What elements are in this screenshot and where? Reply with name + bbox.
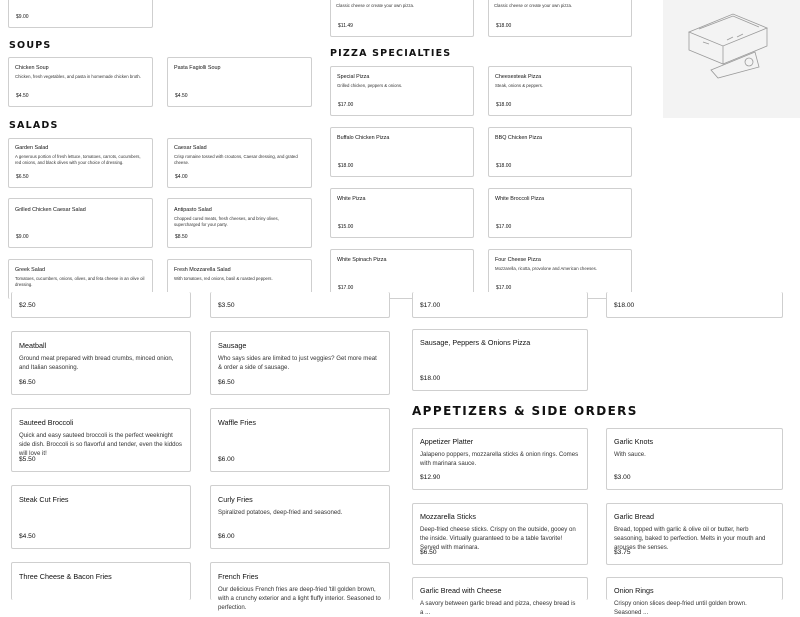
menu-item-buffalo-chicken-pizza[interactable]	[330, 127, 474, 177]
menu-item-pasta-fagiolli-soup[interactable]	[167, 57, 312, 107]
menu-item-grilled-chicken-caesar-salad[interactable]	[8, 198, 153, 248]
menu-item-garlic-bread-with-cheese[interactable]	[412, 577, 588, 616]
item-name: Garden Salad	[15, 145, 49, 151]
item-description: Steak, onions & peppers.	[495, 83, 544, 88]
top-pizza-card-b[interactable]	[488, 0, 632, 37]
item-price: $18.00	[338, 163, 354, 169]
side-illustration-panel	[663, 0, 800, 118]
partial-card-lower-2[interactable]	[210, 292, 390, 318]
menu-item-garden-salad[interactable]	[8, 138, 153, 188]
item-description: A generous portion of fresh lettuce, tomatoes, carrots, cucumbers, red onions, and black olives with your choice of dressing.	[15, 154, 141, 165]
item-name: Grilled Chicken Caesar Salad	[15, 207, 86, 213]
item-price: $15.00	[338, 224, 354, 230]
item-name: French Fries	[218, 572, 259, 581]
item-price: $18.00	[614, 302, 635, 309]
item-name: Caesar Salad	[174, 145, 207, 151]
menu-item-mozzarella-sticks[interactable]	[412, 503, 588, 565]
item-price: $6.50	[19, 379, 36, 386]
item-description: Grilled chicken, peppers & onions.	[337, 83, 403, 88]
item-description: Deep-fried cheese sticks. Crispy on the outside, gooey on the inside. Virtually guaranteed to be a table favorite! Served with marinara.	[420, 526, 576, 551]
partial-card-lower-4[interactable]	[606, 292, 783, 318]
top-partial-card[interactable]	[8, 0, 153, 28]
item-description: Jalapeno poppers, mozzarella sticks & onion rings. Comes with marinara sauce.	[420, 451, 579, 467]
item-description: Crispy onion slices deep-fried until golden brown. Seasoned ...	[614, 600, 747, 616]
item-name: Garlic Bread	[614, 512, 654, 521]
item-price: $4.00	[175, 174, 188, 180]
item-description: Quick and easy sauteed broccoli is the perfect weeknight side dish. Broccoli is so flavorful and tender, even the kiddos will love it!	[19, 432, 182, 457]
item-name: Greek Salad	[15, 267, 45, 273]
item-price: $6.50	[218, 379, 235, 386]
item-price: $17.00	[338, 285, 354, 291]
item-price: $2.50	[19, 302, 36, 309]
menu-item-garlic-bread[interactable]	[606, 503, 783, 565]
item-price: $6.00	[218, 533, 235, 540]
menu-item-waffle-fries[interactable]	[210, 408, 390, 472]
partial-card-lower-3[interactable]	[412, 292, 588, 318]
item-price: $3.75	[614, 549, 631, 556]
item-price: $17.00	[338, 102, 354, 108]
item-price: $5.50	[19, 456, 36, 463]
item-name: BBQ Chicken Pizza	[495, 135, 543, 141]
item-name: Four Cheese Pizza	[495, 257, 541, 263]
item-name: Onion Rings	[614, 586, 654, 595]
item-price: $18.00	[496, 23, 512, 29]
item-name: Pasta Fagiolli Soup	[174, 65, 221, 71]
item-name: Sauteed Broccoli	[19, 418, 74, 427]
menu-item-steak-cut-fries[interactable]	[11, 485, 191, 549]
item-description: Tomatoes, cucumbers, onions, olives, and feta cheese in an olive oil dressing.	[15, 276, 145, 287]
item-name: Fresh Mozzarella Salad	[174, 267, 231, 273]
item-name: White Broccoli Pizza	[495, 196, 545, 202]
item-name: Sausage, Peppers & Onions Pizza	[420, 338, 531, 347]
item-name: Mozzarella Sticks	[420, 512, 476, 521]
item-description: Crisp romaine tossed with croutons, Caesar dressing, and grated cheese.	[174, 154, 298, 165]
item-description: Who says sides are limited to just veggies? Get more meat & order a side of sausage.	[218, 355, 377, 371]
item-name: Sausage	[218, 341, 247, 350]
item-description: Chopped cured meats, fresh cheeses, and briny olives, supercharged for your party.	[174, 216, 279, 227]
menu-item-meatball[interactable]	[11, 331, 191, 395]
item-description: Bread, topped with garlic & olive oil or butter, herb seasoning, baked to perfection. Melts in your mouth and arouses the senses.	[614, 526, 766, 551]
item-name: Meatball	[19, 341, 47, 350]
item-price: $3.00	[614, 474, 631, 481]
section-heading-soups: SOUPS	[9, 40, 52, 51]
menu-item-cheesesteak-pizza[interactable]	[488, 66, 632, 116]
menu-item-white-broccoli-pizza[interactable]	[488, 188, 632, 238]
partial-card-lower-1[interactable]	[11, 292, 191, 318]
item-description: With tomatoes, red onions, basil & roasted peppers.	[174, 276, 273, 281]
item-name: White Pizza	[337, 196, 366, 202]
item-description: With sauce.	[614, 451, 646, 458]
menu-item-chicken-soup[interactable]	[8, 57, 153, 107]
item-name: Waffle Fries	[218, 418, 256, 427]
item-name: Garlic Knots	[614, 437, 654, 446]
menu-item-curly-fries[interactable]	[210, 485, 390, 549]
item-name: Chicken Soup	[15, 65, 49, 71]
item-price: $8.50	[175, 234, 188, 240]
item-description: Classic cheese or create your own pizza.	[336, 3, 415, 8]
item-name: Curly Fries	[218, 495, 253, 504]
item-price: $4.50	[19, 533, 36, 540]
item-price: $6.50	[420, 549, 437, 556]
section-heading-appetizers: APPETIZERS & SIDE ORDERS	[412, 404, 638, 418]
section-heading-salads: SALADS	[9, 120, 59, 131]
pizza-box-illustration	[663, 0, 800, 118]
menu-item-garlic-knots[interactable]	[606, 428, 783, 490]
item-price: $12.90	[420, 474, 441, 481]
item-price: $18.00	[420, 375, 441, 382]
menu-item-appetizer-platter[interactable]	[412, 428, 588, 490]
menu-item-sauteed-broccoli[interactable]	[11, 408, 191, 472]
item-price: $9.00	[16, 234, 29, 240]
item-price: $3.50	[218, 302, 235, 309]
item-price: $18.00	[496, 163, 512, 169]
menu-item-three-cheese-bacon-fries[interactable]	[11, 562, 191, 600]
item-name: Buffalo Chicken Pizza	[337, 135, 390, 141]
item-name: Steak Cut Fries	[19, 495, 69, 504]
item-description: A savory between garlic bread and pizza, cheesy bread is a ...	[420, 600, 576, 616]
menu-item-caesar-salad[interactable]	[167, 138, 312, 188]
item-description: Chicken, fresh vegetables, and pasta in homemade chicken broth.	[15, 74, 141, 79]
item-name: Antipasto Salad	[174, 207, 212, 213]
item-price: $17.00	[496, 224, 512, 230]
menu-item-white-pizza[interactable]	[330, 188, 474, 238]
item-name: White Spinach Pizza	[337, 257, 387, 263]
menu-item-antipasto-salad[interactable]	[167, 198, 312, 248]
item-name: Cheesesteak Pizza	[495, 74, 542, 80]
item-price: $6.00	[218, 456, 235, 463]
section-heading-pizza-specialties: PIZZA SPECIALTIES	[330, 48, 452, 59]
item-name: Three Cheese & Bacon Fries	[19, 572, 112, 581]
item-description: Mozzarella, ricotta, provolone and American cheeses.	[495, 266, 597, 271]
item-description: Our delicious French fries are deep-fried 'till golden brown, with a crunchy exterior and a light fluffy interior. Seasoned to perfection.	[218, 586, 381, 611]
item-price: $11.49	[338, 23, 353, 29]
item-price: $17.00	[496, 285, 512, 291]
item-price: $4.50	[16, 93, 29, 99]
item-description: Classic cheese or create your own pizza.	[494, 3, 573, 8]
item-price: $18.00	[496, 102, 512, 108]
item-description: Ground meat prepared with bread crumbs, minced onion, and Italian seasoning.	[19, 355, 174, 371]
menu-item-onion-rings[interactable]	[606, 577, 783, 616]
menu-item-french-fries[interactable]	[210, 562, 390, 611]
item-price: $17.00	[420, 302, 441, 309]
item-name: Appetizer Platter	[420, 437, 474, 446]
item-name: Special Pizza	[337, 74, 370, 80]
menu-item-bbq-chicken-pizza[interactable]	[488, 127, 632, 177]
item-description: Spiralized potatoes, deep-fried and seasoned.	[218, 509, 343, 516]
top-pizza-card-a[interactable]	[330, 0, 474, 37]
item-price: $6.50	[16, 174, 29, 180]
menu-item-special-pizza[interactable]	[330, 66, 474, 116]
item-name: Garlic Bread with Cheese	[420, 586, 502, 595]
menu-item-sausage[interactable]	[210, 331, 390, 395]
item-price: $4.50	[175, 93, 188, 99]
menu-item-sausage-peppers-onions-pizza[interactable]	[412, 329, 588, 391]
item-price: $9.00	[16, 14, 29, 20]
